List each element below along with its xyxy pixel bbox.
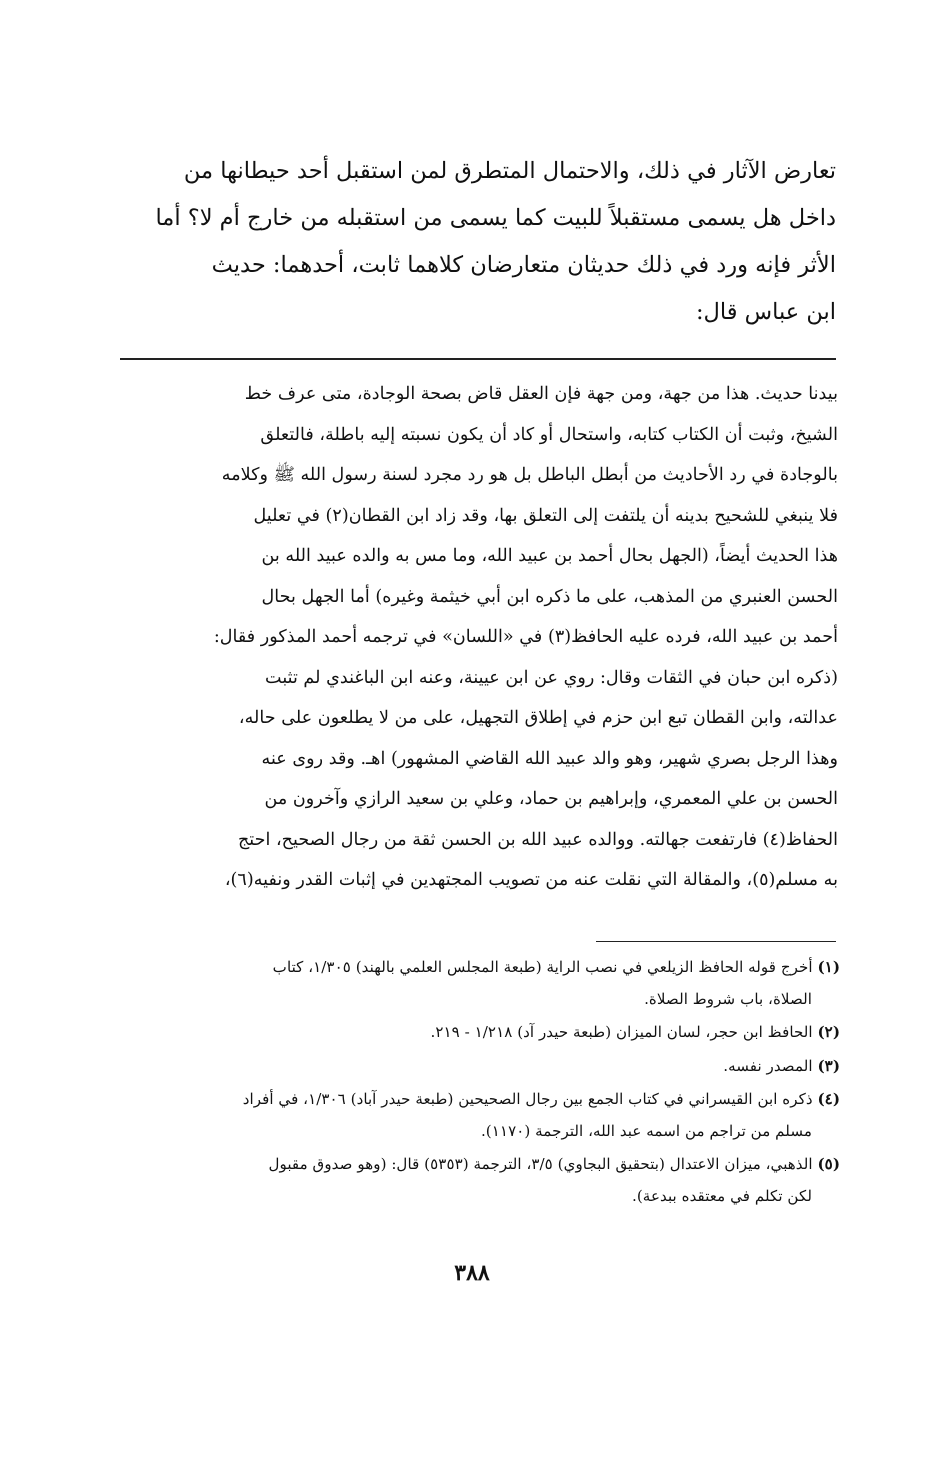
continuation-line: وهذا الرجل بصري شهير، وهو والد عبيد الله القاضي المشهور) اهـ. وقد روى عنه [261, 748, 838, 769]
footnote-number: (١) [817, 958, 840, 976]
continuation-line: أحمد بن عبيد الله، فرده عليه الحافظ(٣) في «اللسان» في ترجمه أحمد المذكور فقال: [213, 627, 838, 647]
continuation-line: الحسن بن علي المعمري، وإبراهيم بن حماد، وعلي بن سعيد الرازي وآخرون من [264, 789, 838, 809]
continuation-line: بالوجادة في رد الأحاديث من أبطل الباطل بل هو رد مجرد لسنة رسول الله ﷺ وكلامه [221, 465, 838, 485]
footnote-number: (٢) [817, 1023, 840, 1041]
footnote-4 [100, 1084, 840, 1147]
continuation-line: الحفاظ(٤) فارتفعت جهالته. ووالده عبيد الله بن الحسن ثقة من رجال الصحيح، احتج [237, 829, 838, 850]
footnote-text: الذهبي، ميزان الاعتدال (بتحقيق البجاوي) ٣/٥، الترجمة (٥٣٥٣) قال: (وهو صدوق مقبول [268, 1155, 813, 1173]
continuation-text [100, 374, 838, 901]
footnote-3 [100, 1051, 840, 1083]
continuation-line: عدالته، وابن القطان تبع ابن حزم في إطلاق التجهيل، على من لا يطلعون على حاله، [238, 708, 838, 728]
footnote-number: (٥) [817, 1155, 840, 1173]
footnotes [100, 952, 840, 1214]
footnote-number: (٤) [817, 1090, 840, 1108]
footnote-divider [596, 941, 836, 942]
footnote-1 [100, 952, 840, 1015]
continuation-line: به مسلم(٥)، والمقالة التي نقلت عنه من تصويب المجتهدين في إثبات القدر ونفيه(٦)، [224, 870, 838, 890]
page-number: ٣٨٨ [454, 1260, 490, 1286]
continuation-line: هذا الحديث أيضاً، (الجهل بحال أحمد بن عبيد الله، وما مس به والده عبيد الله بن [261, 546, 838, 566]
footnote-text-cont: الصلاة، باب شروط الصلاة. [644, 989, 812, 1008]
footnote-number: (٣) [817, 1056, 840, 1075]
main-line: داخل هل يسمى مستقبلاً للبيت كما يسمى من استقبله من خارج أم لا؟ أما [155, 205, 836, 231]
continuation-line: الحسن العنبري من المذهب، على ما ذكره ابن أبي خيثمة وغيره) أما الجهل بحال [261, 586, 838, 607]
continuation-line: (ذكره ابن حبان في الثقات وقال: روي عن ابن عيينة، وعنه ابن الباغندي لم تثبت [265, 667, 838, 688]
footnote-text: الحافظ ابن حجر، لسان الميزان (طبعة حيدر آد) ١/٢١٨ - ٢١٩. [430, 1023, 813, 1041]
main-line: الأثر فإنه ورد في ذلك حديثان متعارضان كلاهما ثابت، أحدهما: حديث [211, 252, 836, 278]
continuation-line: فلا ينبغي للشحيح بدينه أن يلتفت إلى التعلق بها، وقد زاد ابن القطان(٢) في تعليل [253, 505, 838, 526]
continuation-line: بيدنا حديث. هذا من جهة، ومن جهة فإن العقل قاض بصحة الوجادة، متى عرف خط [244, 384, 838, 404]
footnote-text: ذكره ابن القيسراني في كتاب الجمع بين رجال الصحيحين (طبعة حيدر آباد) ١/٣٠٦، في أفراد [242, 1090, 813, 1108]
footnote-text-cont: لكن تكلم في معتقده ببدعة). [632, 1186, 812, 1205]
footnote-2 [100, 1017, 840, 1049]
footnote-text: أخرج قوله الحافظ الزيلعي في نصب الراية (طبعة المجلس العلمي بالهند) ١/٣٠٥، كتاب [272, 958, 813, 976]
continuation-line: الشيخ، وثبت أن الكتاب كتابه، واستحال أو كاد أن يكون نسبته إليه باطلة، فالتعلق [260, 424, 838, 445]
main-line: تعارض الآثار في ذلك، والاحتمال المتطرق لمن استقبل أحد حيطانها من [183, 158, 836, 184]
footnote-text-cont: مسلم من تراجم من اسمه عبد الله، الترجمة (١١٧٠). [480, 1121, 812, 1140]
footnote-5 [100, 1149, 840, 1212]
main-text [100, 148, 836, 336]
section-divider [120, 358, 836, 360]
footnote-text: المصدر نفسه. [723, 1056, 813, 1075]
main-line: ابن عباس قال: [695, 299, 836, 325]
